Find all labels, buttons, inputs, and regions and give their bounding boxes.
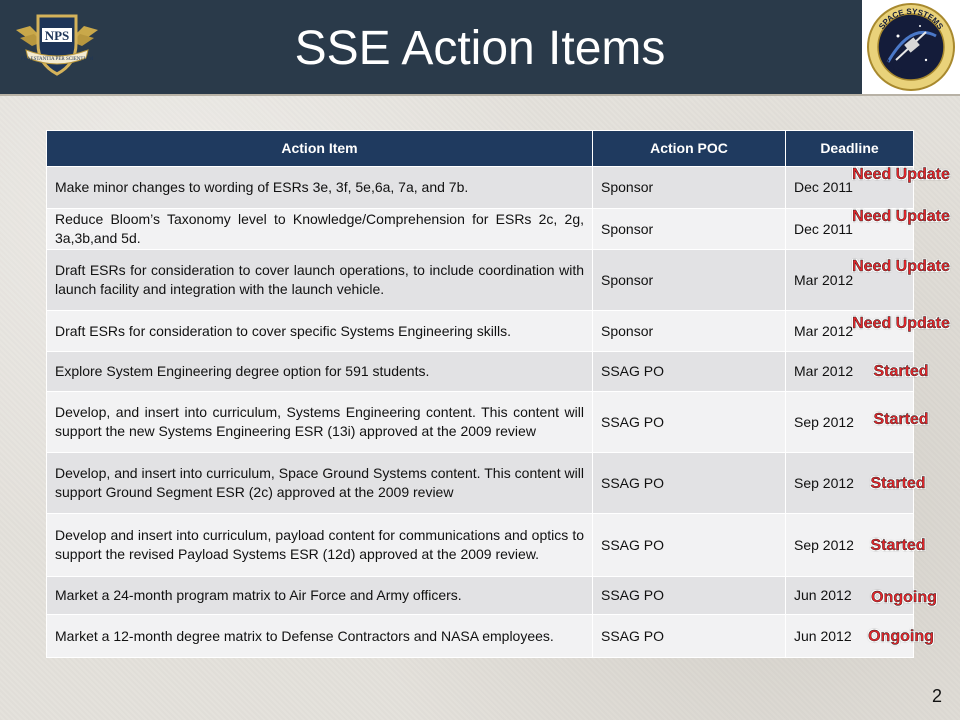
deadline-cell: Mar 2012 <box>786 352 914 392</box>
deadline-cell: Mar 2012 <box>786 311 914 352</box>
svg-text:PRAESTANTIA PER SCIENTIAM: PRAESTANTIA PER SCIENTIAM <box>20 57 94 62</box>
table-row <box>47 453 914 514</box>
action-poc-cell: SSAG PO <box>593 352 786 392</box>
table-row <box>47 250 914 311</box>
header-deadline: Deadline <box>786 131 914 167</box>
table-row <box>47 514 914 577</box>
table-row <box>47 392 914 453</box>
action-item-cell: Explore System Engineering degree option for 591 students. <box>47 352 593 392</box>
deadline-cell: Sep 2012 <box>786 514 914 577</box>
table-row <box>47 167 914 209</box>
header-action-item: Action Item <box>47 131 593 167</box>
table-row <box>47 352 914 392</box>
deadline-cell: Mar 2012 <box>786 250 914 311</box>
action-item-cell: Develop, and insert into curriculum, Systems Engineering content. This content will support the new Systems Engineering ESR (13i) approved at the 2009 review <box>47 392 593 453</box>
action-item-cell: Draft ESRs for consideration to cover launch operations, to include coordination with launch facility and integration with the launch vehicle. <box>47 250 593 311</box>
action-item-cell: Draft ESRs for consideration to cover specific Systems Engineering skills. <box>47 311 593 352</box>
deadline-cell: Dec 2011 <box>786 209 914 250</box>
action-poc-cell: Sponsor <box>593 209 786 250</box>
action-item-cell: Market a 12-month degree matrix to Defense Contractors and NASA employees. <box>47 615 593 658</box>
status-label: Started <box>870 475 926 492</box>
table-row <box>47 577 914 615</box>
table-row <box>47 209 914 250</box>
action-poc-cell: SSAG PO <box>593 453 786 514</box>
status-label: Ongoing <box>871 589 937 606</box>
action-poc-cell: SSAG PO <box>593 392 786 453</box>
page-number: 2 <box>931 686 942 706</box>
svg-text:ACADEMIC GROUP: ACADEMIC GROUP <box>881 57 941 79</box>
action-item-cell: Market a 24-month program matrix to Air Force and Army officers. <box>47 577 593 615</box>
action-poc-cell: SSAG PO <box>593 577 786 615</box>
action-item-cell: Develop and insert into curriculum, payload content for communications and optics to support the revised Payload Systems ESR (12d) approved at the 2009 review. <box>47 514 593 577</box>
status-label: Started <box>870 537 926 554</box>
status-label: Need Update <box>852 315 950 332</box>
nps-shield-logo-icon <box>12 10 102 82</box>
header-action-poc: Action POC <box>593 131 786 167</box>
action-item-cell: Make minor changes to wording of ESRs 3e, 3f, 5e,6a, 7a, and 7b. <box>47 167 593 209</box>
status-label: Need Update <box>852 208 950 225</box>
deadline-cell: Jun 2012 <box>786 615 914 658</box>
table-header-row <box>47 131 914 167</box>
deadline-cell: Dec 2011 <box>786 167 914 209</box>
svg-text:NPS: NPS <box>44 28 70 43</box>
space-systems-seal-icon <box>866 2 956 92</box>
header-divider <box>0 94 960 96</box>
deadline-cell: Jun 2012 <box>786 577 914 615</box>
table-row <box>47 615 914 658</box>
action-poc-cell: SSAG PO <box>593 514 786 577</box>
action-poc-cell: Sponsor <box>593 250 786 311</box>
status-label: Ongoing <box>868 628 934 645</box>
action-item-cell: Reduce Bloom’s Taxonomy level to Knowledge/Comprehension for ESRs 2c, 2g, 3a,3b,and 5d. <box>47 209 593 250</box>
action-poc-cell: Sponsor <box>593 311 786 352</box>
status-label: Need Update <box>852 258 950 275</box>
page-title: SSE Action Items <box>294 22 666 75</box>
action-items-table <box>46 130 914 658</box>
table-row <box>47 311 914 352</box>
action-poc-cell: SSAG PO <box>593 615 786 658</box>
status-label: Started <box>873 363 929 380</box>
status-label: Started <box>873 411 929 428</box>
svg-text:SPACE SYSTEMS: SPACE SYSTEMS <box>877 6 945 31</box>
action-poc-cell: Sponsor <box>593 167 786 209</box>
deadline-cell: Sep 2012 <box>786 453 914 514</box>
action-item-cell: Develop, and insert into curriculum, Space Ground Systems content. This content will support Ground Segment ESR (2c) approved at the 2009 review <box>47 453 593 514</box>
status-label: Need Update <box>852 166 950 183</box>
deadline-cell: Sep 2012 <box>786 392 914 453</box>
